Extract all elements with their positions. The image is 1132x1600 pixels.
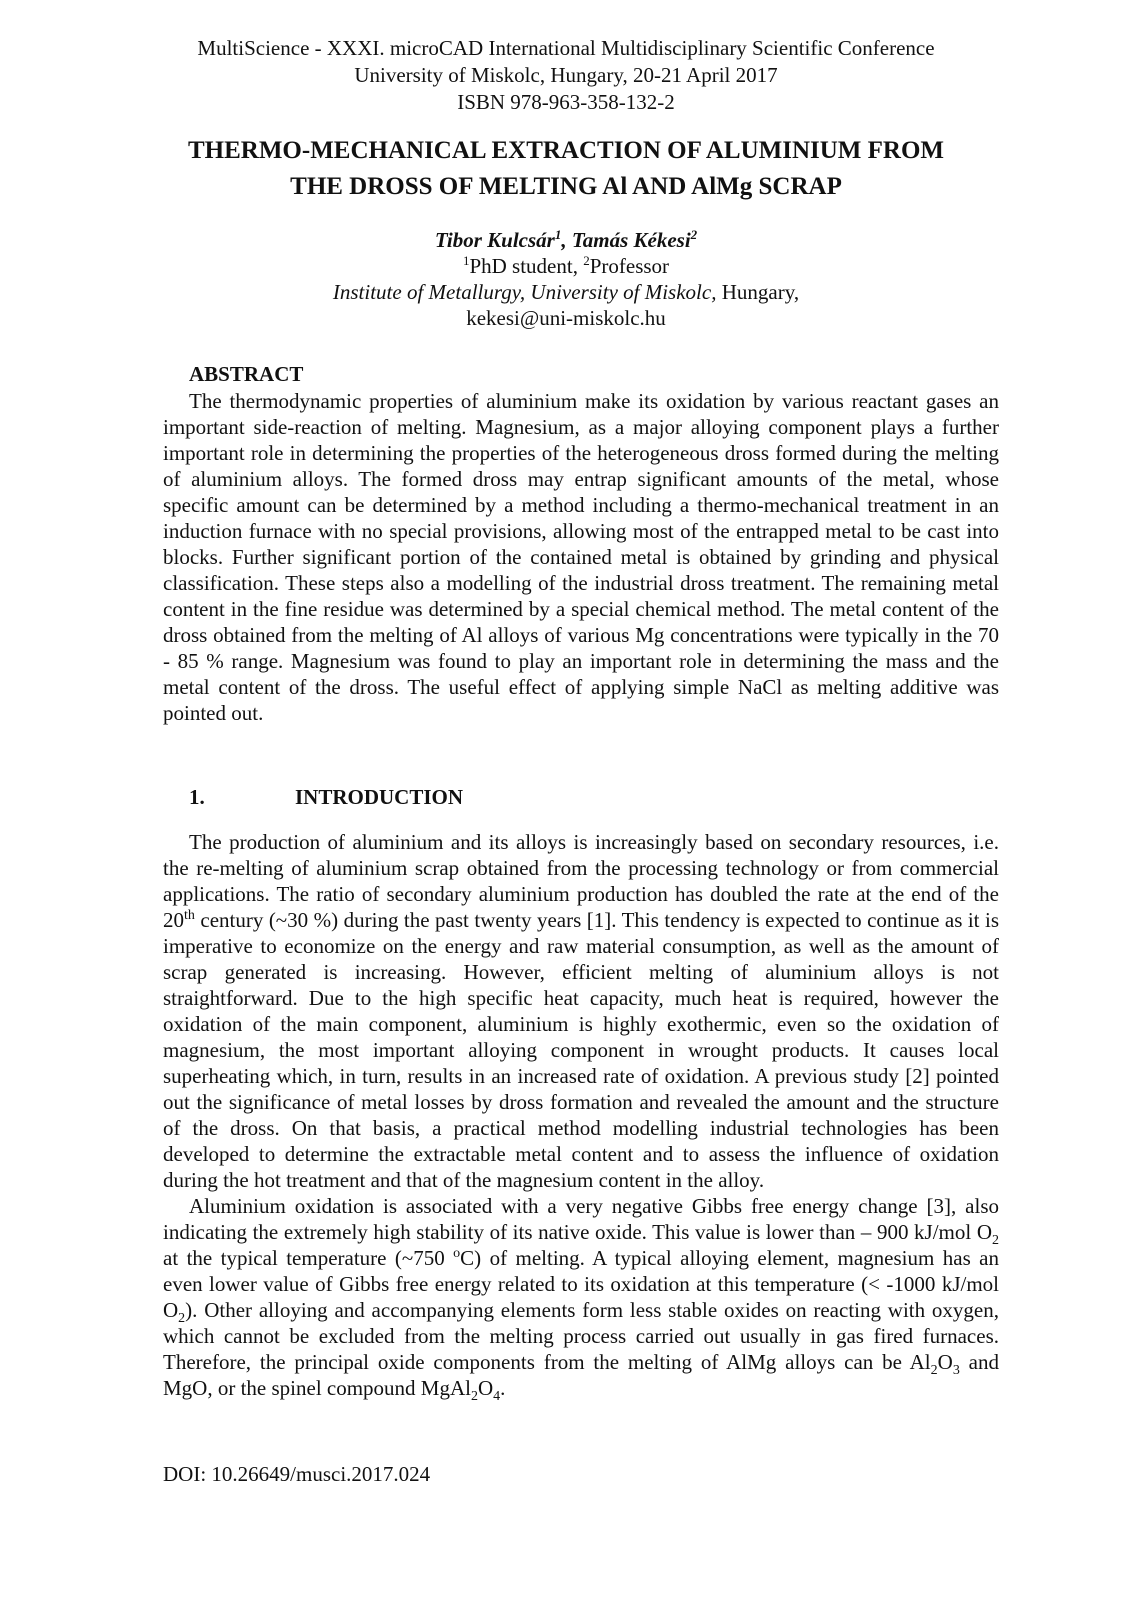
conference-venue: University of Miskolc, Hungary, 20-21 April 2017 <box>354 63 778 87</box>
conference-name: MultiScience - XXXI. microCAD International Multidisciplinary Scientific Conference <box>197 36 935 60</box>
author-1-affil: 1 <box>554 227 562 242</box>
country: Hungary, <box>716 280 800 304</box>
author-names <box>0 227 1132 253</box>
title-line-1: THERMO-MECHANICAL EXTRACTION OF ALUMINIUM FROM <box>187 137 945 164</box>
institute: Institute of Metallurgy, University of Miskolc, <box>332 280 717 304</box>
author-1: Tibor Kulcsár <box>434 228 555 252</box>
section-title: INTRODUCTION <box>295 785 464 809</box>
section-number: 1. <box>189 785 205 809</box>
author-block <box>0 227 1132 331</box>
introduction-body <box>163 829 1000 1405</box>
author-2-affil: 2 <box>690 227 698 242</box>
email: kekesi@uni-miskolc.hu <box>466 306 666 330</box>
author-separator: , <box>561 228 572 252</box>
author-roles: $^1$PhD student, $^2$Professor <box>462 253 670 278</box>
doi: DOI: 10.26649/musci.2017.024 <box>163 1462 431 1486</box>
isbn: ISBN 978-963-358-132-2 <box>457 90 675 114</box>
title-line-2: THE DROSS OF MELTING Al AND AlMg SCRAP <box>290 173 842 200</box>
intro-paragraph-2: Aluminium oxidation is associated with a very negative Gibbs free energy change [3], also indicating the extremely high stability of its native oxide. This value is lower than – 900 kJ/mol $O_2$ at the typical temperature (~750 $^o$C) of melting. A typical alloying element, magnesium has an even lower value of Gibbs free energy related to its oxidation at this temperature (< -1000 kJ/mol $O_2$). Other alloying and accompanying elements form less stable oxides on reacting with oxygen, which cannot be excluded from the melting process carried out usually in gas fired furnaces. Therefore, the principal oxide components from the melting of AlMg alloys can be $Al_2O_3$ and MgO, or the spinel compound $MgAl_2O_4$. <box>163 1194 1000 1405</box>
intro-paragraph-1: The production of aluminium and its alloys is increasingly based on secondary resources, i.e. the re-melting of aluminium scrap obtained from the processing technology or from commercial applications. The ratio of secondary aluminium production has doubled the rate at the end of the 20th century (~30 %) during the past twenty years [1]. This tendency is expected to continue as it is imperative to economize on the energy and raw material consumption, as well as the amount of scrap generated is increasing. However, efficient melting of aluminium alloys is not straightforward. Due to the high specific heat capacity, much heat is required, however the oxidation of the main component, aluminium is highly exothermic, even so the oxidation of magnesium, the most important alloying component in wrought products. It causes local superheating which, in turn, results in an increased rate of oxidation. A previous study [2] pointed out the significance of metal losses by dross formation and revealed the amount and the structure of the dross. On that basis, a practical method modelling industrial technologies has been developed to determine the extractable metal content and to assess the influence of oxidation during the hot treatment and that of the magnesium content in the alloy. <box>163 830 999 1192</box>
abstract-text: The thermodynamic properties of aluminium make its oxidation by various reactant gases an important side-reaction of melting. Magnesium, as a major alloying component plays a further important role in determining the properties of the heterogeneous dross formed during the melting of aluminium alloys. The formed dross may entrap significant amounts of the metal, whose specific amount can be determined by a method including a thermo-mechanical treatment in an induction furnace with no special provisions, allowing most of the entrapped metal to be cast into blocks. Further significant portion of the contained metal is obtained by grinding and physical classification. These steps also a modelling of the industrial dross treatment. The remaining metal content in the fine residue was determined by a special chemical method. The metal content of the dross obtained from the melting of Al alloys of various Mg concentrations were typically in the 70 - 85 % range. Magnesium was found to play an important role in determining the mass and the metal content of the dross. The useful effect of applying simple NaCl as melting additive was pointed out. <box>163 389 999 725</box>
section-heading <box>189 785 463 810</box>
role-2: Professor <box>589 254 670 278</box>
abstract-heading: ABSTRACT <box>189 362 304 386</box>
affiliation <box>0 279 1132 305</box>
role-1: PhD student, <box>469 254 584 278</box>
author-2: Tamás Kékesi <box>571 228 691 252</box>
paper-title <box>0 133 1132 205</box>
conference-header <box>0 35 1132 116</box>
